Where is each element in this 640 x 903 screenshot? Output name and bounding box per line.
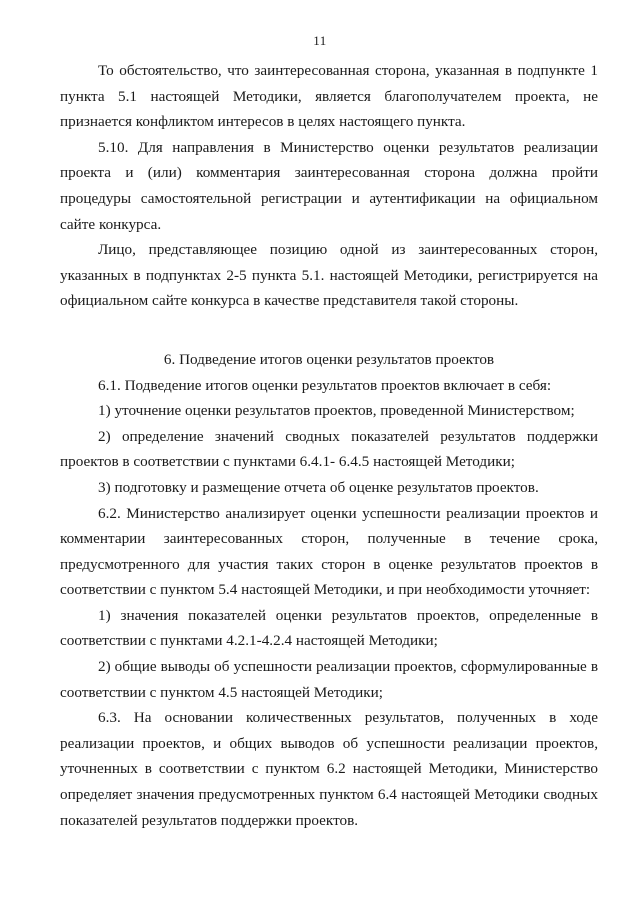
list-item: 2) определение значений сводных показателей результатов поддержки проектов в соответствии с пунктами 6.4.1- 6.4.5 настоящей Методики; <box>60 427 598 471</box>
list-item: 2) общие выводы об успешности реализации проектов, сформулированные в соответствии с пунктом 4.5 настоящей Методики; <box>60 658 598 701</box>
paragraph: 6.1. Подведение итогов оценки результатов проектов включает в себя: <box>98 376 552 394</box>
document-body <box>60 58 598 833</box>
paragraph: 6.3. На основании количественных результатов, полученных в ходе реализации проектов, и общих выводов об успешности реализации проектов, уточненных в соответствии с пунктом 6.2 настоящей Методики, Министерство определяет значения предусмотренных пунктом 6.4 настоящей Методики сводных показателей результатов поддержки проектов. <box>60 709 598 829</box>
paragraph: 6.2. Министерство анализирует оценки успешности реализации проектов и комментарии заинтересованных сторон, полученные в течение срока, предусмотренного для участия таких сторон в оценке результатов проектов в соответствии с пунктом 5.4 настоящей Методики, и при необходимости уточняет: <box>60 504 598 599</box>
paragraph: То обстоятельство, что заинтересованная сторона, указанная в подпункте 1 пункта 5.1 настоящей Методики, является благополучателем проекта, не признается конфликтом интересов в целях настоящего пункта. <box>60 62 598 131</box>
list-item: 1) уточнение оценки результатов проектов, проведенной Министерством; <box>98 402 575 420</box>
page-number: 11 <box>313 33 327 48</box>
section-heading: 6. Подведение итогов оценки результатов проектов <box>163 350 495 368</box>
paragraph: 5.10. Для направления в Министерство оценки результатов реализации проекта и (или) комментария заинтересованная сторона должна пройти процедуры самостоятельной регистрации и аутентификации на официальном сайте конкурса. <box>60 138 598 233</box>
list-item: 1) значения показателей оценки результатов проектов, определенные в соответствии с пунктами 4.2.1-4.2.4 настоящей Методики; <box>60 606 598 650</box>
paragraph: Лицо, представляющее позицию одной из заинтересованных сторон, указанных в подпунктах 2-5 пункта 5.1. настоящей Методики, регистрируется на официальном сайте конкурса в качестве представителя такой стороны. <box>60 241 598 310</box>
list-item: 3) подготовку и размещение отчета об оценке результатов проектов. <box>98 478 539 496</box>
